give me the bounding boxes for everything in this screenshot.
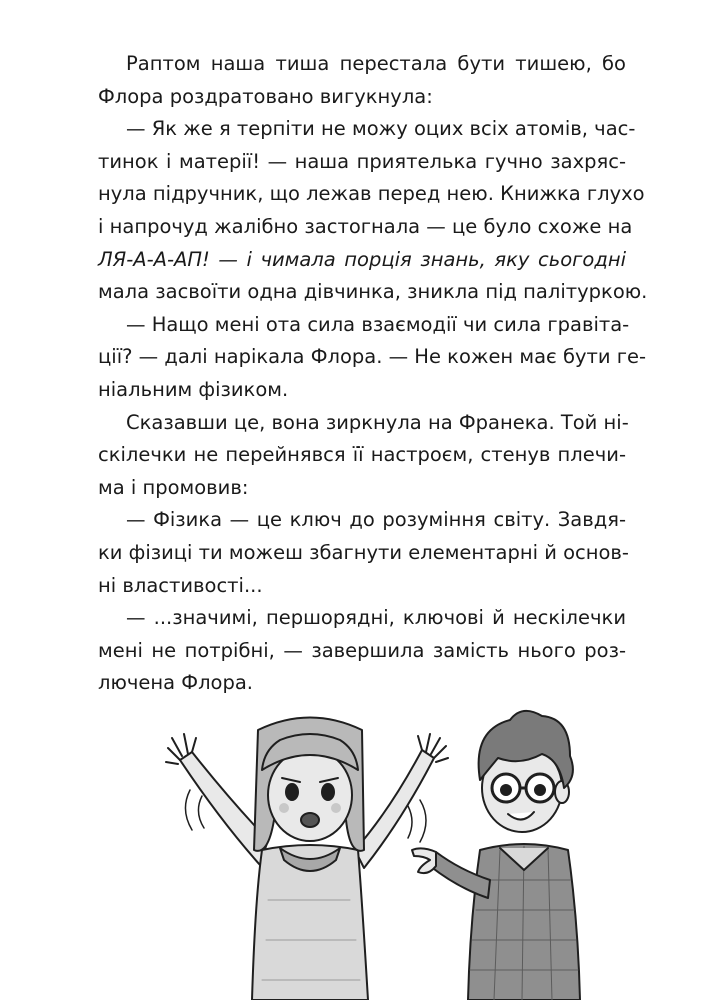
text-line: ма і промовив: [98, 475, 249, 499]
girl-cheeks [279, 803, 289, 813]
text-line: — Нащо мені ота сила взаємодії чи сила гравіта- [126, 312, 630, 336]
text-line: — Як же я терпіти не можу оцих всіх атомів, час- [126, 117, 636, 141]
exclamation-italic: ЛЯ-А-А-АП! [98, 247, 210, 271]
text-line: — ...значимі, першорядні, ключові й нескілечки [126, 606, 626, 630]
text-line: Раптом наша тиша перестала бути тишею, бо [126, 52, 626, 75]
text-line: — Фізика — це ключ до розуміння світу. Завдя- [126, 508, 626, 532]
illustration-svg [150, 700, 630, 1000]
story-text [98, 48, 648, 700]
text-line: ні властивості... [98, 573, 263, 597]
girl-cheek-right [331, 803, 341, 813]
girl-mouth [301, 813, 319, 827]
boy-left-eye [501, 785, 511, 795]
text-line: тинок і матерії! — наша приятелька гучно захряс- [98, 149, 626, 173]
girl-left-eye [286, 784, 298, 800]
text-line: лючена Флора. [98, 671, 254, 695]
boy-hand [412, 848, 436, 873]
text-line: ніальним фізиком. [98, 377, 289, 401]
text-line: скілечки не перейнявся її настроєм, стенув плечи- [98, 443, 626, 467]
text-line: мала засвоїти одна дівчинка, зникла під палітуркою. [98, 280, 648, 304]
text-line: і напрочуд жалібно застогнала — це було схоже на [98, 214, 633, 238]
text-line: ції? — далі нарікала Флора. — Не кожен має бути ге- [98, 345, 647, 369]
text-line-rest: — і чимала порція знань, яку сьогодні [209, 247, 626, 271]
text-line [98, 244, 626, 277]
text-line: нула підручник, що лежав перед нею. Книжка глухо [98, 182, 645, 206]
girl-right-eye [322, 784, 334, 800]
girl-figure [166, 718, 448, 1000]
text-line: Сказавши це, вона зиркнула на Франека. Той ні- [126, 410, 629, 434]
boy-right-eye [535, 785, 545, 795]
text-line: ки фізиці ти можеш збагнути елементарні й основ- [98, 540, 629, 564]
text-line: мені не потрібні, — завершила замість нього роз- [98, 638, 626, 662]
text-line: Флора роздратовано вигукнула: [98, 84, 433, 108]
illustration [150, 700, 630, 1000]
